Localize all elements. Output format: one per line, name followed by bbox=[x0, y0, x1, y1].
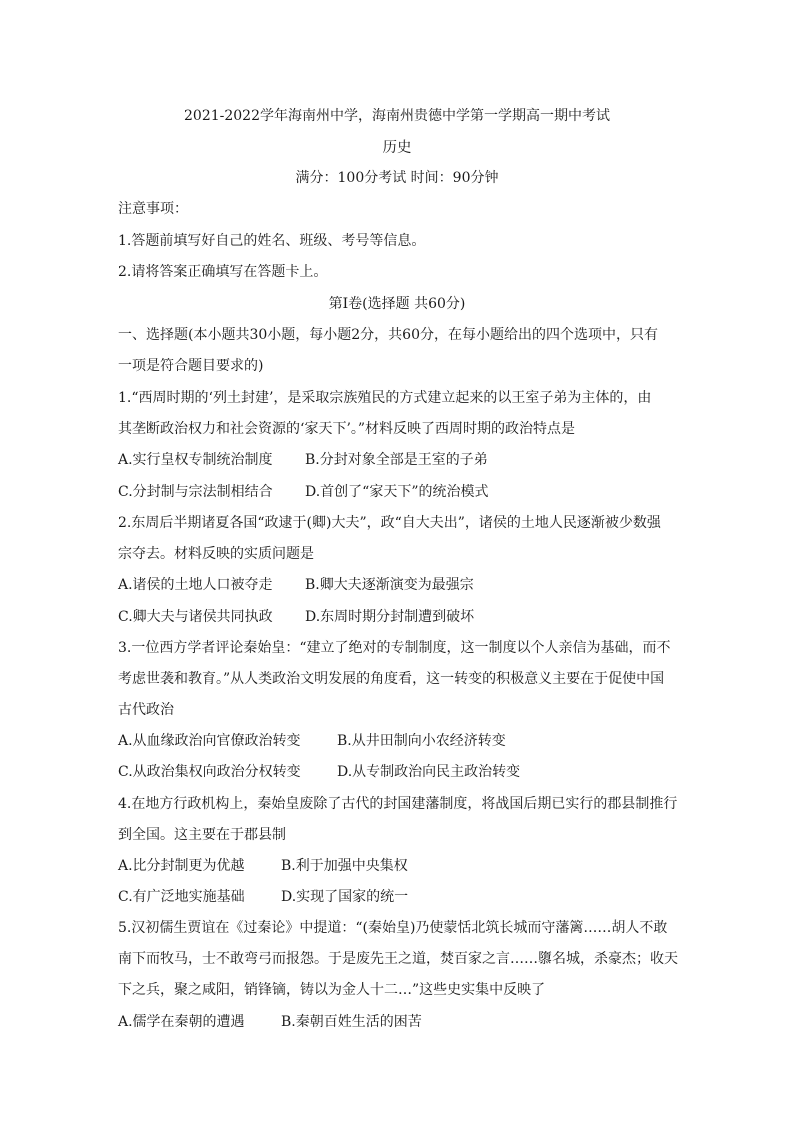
question-3-stem: 考虑世袭和教育。”从人类政治文明发展的角度看，这一转变的积极意义主要在于促使中国 bbox=[118, 671, 665, 687]
question-5-stem: 下之兵，聚之咸阳，销锋镝，铸以为金人十二…”这些史实集中反映了 bbox=[118, 982, 546, 998]
question-4-option-d: D.实现了国家的统一 bbox=[281, 889, 409, 905]
note-item: 1.答题前填写好自己的姓名、班级、考号等信息。 bbox=[118, 233, 426, 249]
question-3-option-d: D.从专制政治向民主政治转变 bbox=[337, 764, 521, 780]
question-4-option-a: A.比分封制更为优越 bbox=[118, 858, 245, 874]
question-2-stem: 宗夺去。材料反映的实质问题是 bbox=[118, 546, 314, 562]
question-4-stem: 4.在地方行政机构上，秦始皇废除了古代的封国建藩制度，将战国后期已实行的郡县制推行 bbox=[118, 796, 678, 812]
question-2-stem: 2.东周后半期诸夏各国“政逮于(卿)大夫”，政“自大夫出”，诸侯的土地人民逐渐被少数强 bbox=[118, 515, 661, 531]
question-1-option-b: B.分封对象全部是王室的子弟 bbox=[305, 452, 488, 468]
question-5-stem: 南下而牧马，士不敢弯弓而报怨。于是废先王之道，焚百家之言……隳名城，杀豪杰；收天 bbox=[118, 951, 678, 967]
question-1-option-d: D.首创了“家天下”的统治模式 bbox=[305, 484, 489, 500]
question-2-option-a: A.诸侯的土地人口被夺走 bbox=[118, 577, 273, 593]
question-2-option-b: B.卿大夫逐渐演变为最强宗 bbox=[305, 577, 474, 593]
section-title: 第I卷(选择题 共60分) bbox=[328, 296, 466, 312]
question-4-stem: 到全国。这主要在于郡县制 bbox=[118, 827, 286, 843]
question-3-option-a: A.从血缘政治向官僚政治转变 bbox=[118, 733, 301, 749]
exam-meta: 满分：100分考试 时间：90分钟 bbox=[295, 170, 499, 186]
question-5-option-a: A.儒学在秦朝的遭遇 bbox=[118, 1014, 245, 1030]
question-5-option-b: B.秦朝百姓生活的困苦 bbox=[281, 1014, 422, 1030]
section-instructions: 一、选择题(本小题共30小题，每小题2分，共60分，在每小题给出的四个选项中，只有 bbox=[118, 327, 658, 343]
question-3-stem: 3.一位西方学者评论秦始皇：“建立了绝对的专制制度，这一制度以个人亲信为基础，而不 bbox=[118, 640, 671, 656]
note-item: 2.请将答案正确填写在答题卡上。 bbox=[118, 264, 328, 280]
question-5-stem: 5.汉初儒生贾谊在《过秦论》中提道：“(秦始皇)乃使蒙恬北筑长城而守藩篱……胡人不敢 bbox=[118, 920, 668, 936]
question-1-stem: 1.“西周时期的‘列土封建’，是采取宗族殖民的方式建立起来的以王室子弟为主体的，由 bbox=[118, 390, 652, 406]
question-3-option-c: C.从政治集权向政治分权转变 bbox=[118, 764, 301, 780]
section-instructions: 一项是符合题目要求的) bbox=[118, 358, 264, 374]
exam-title: 2021-2022学年海南州中学，海南州贵德中学第一学期高一期中考试 bbox=[184, 108, 610, 124]
question-1-option-c: C.分封制与宗法制相结合 bbox=[118, 484, 273, 500]
question-1-stem: 其垄断政治权力和社会资源的‘家天下’。”材料反映了西周时期的政治特点是 bbox=[118, 421, 576, 437]
question-4-option-c: C.有广泛地实施基础 bbox=[118, 889, 245, 905]
subject-title: 历史 bbox=[382, 140, 412, 156]
question-1-option-a: A.实行皇权专制统治制度 bbox=[118, 452, 273, 468]
question-3-option-b: B.从井田制向小农经济转变 bbox=[337, 733, 506, 749]
question-2-option-c: C.卿大夫与诸侯共同执政 bbox=[118, 609, 273, 625]
notes-heading: 注意事项： bbox=[118, 201, 188, 217]
question-2-option-d: D.东周时期分封制遭到破坏 bbox=[305, 609, 475, 625]
question-3-stem: 古代政治 bbox=[118, 702, 174, 718]
question-4-option-b: B.利于加强中央集权 bbox=[281, 858, 408, 874]
